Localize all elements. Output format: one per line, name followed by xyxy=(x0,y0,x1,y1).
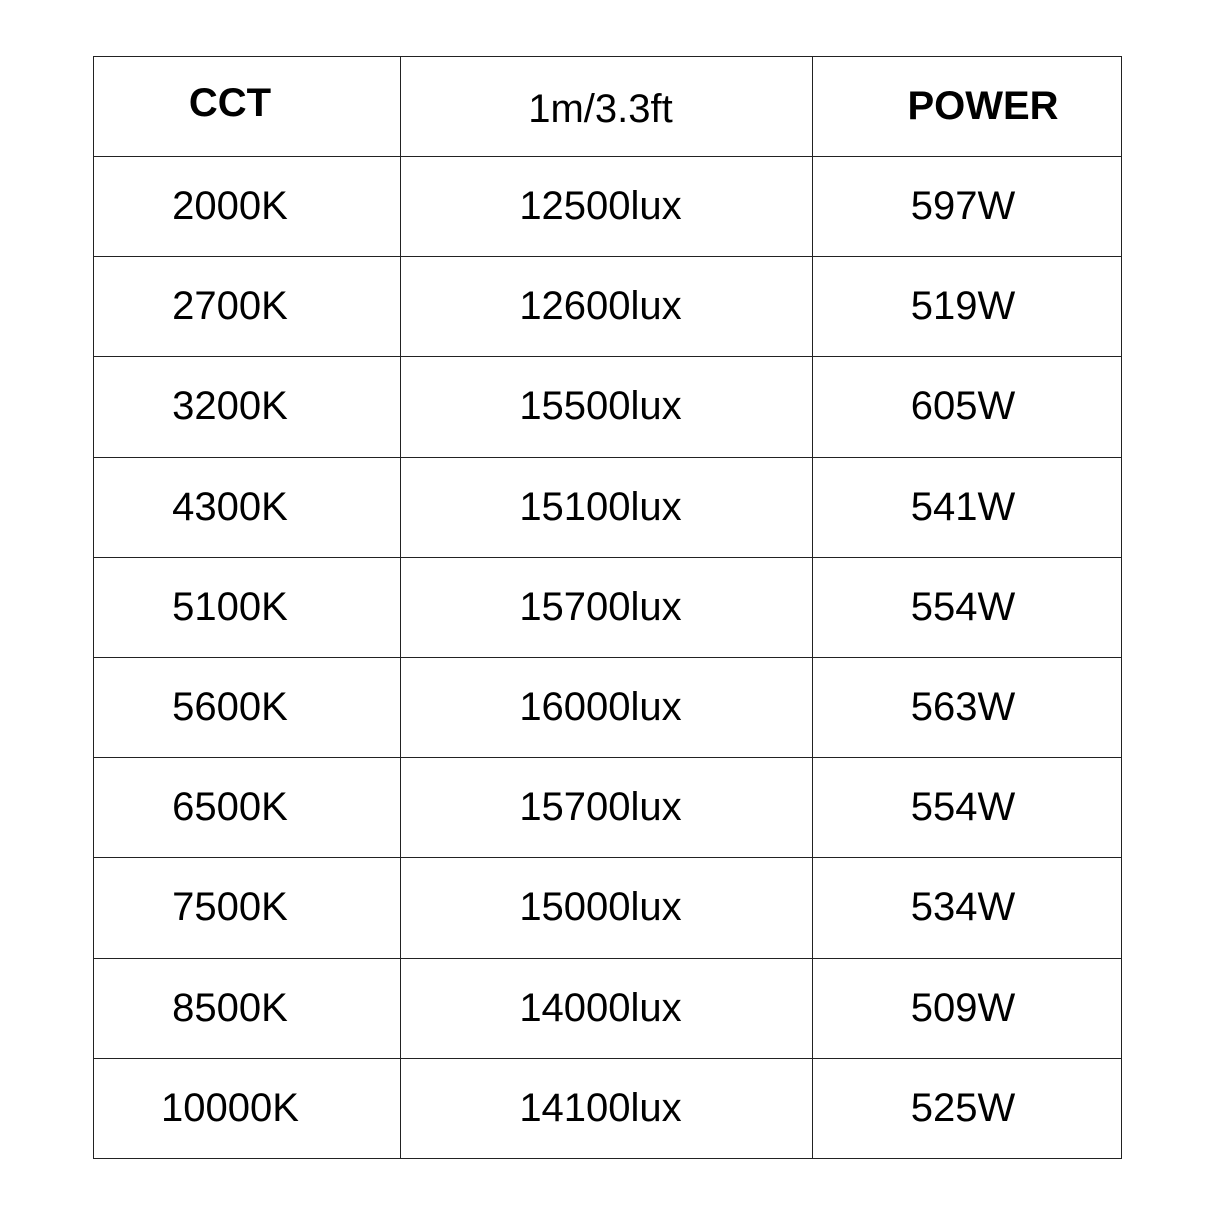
power-cell-value: 519W xyxy=(910,284,1016,329)
header-row xyxy=(94,57,1122,157)
power-cell-value: 563W xyxy=(910,685,1016,730)
power-cell xyxy=(813,657,1122,757)
header-distance xyxy=(401,57,813,157)
table-row xyxy=(94,557,1122,657)
lux-cell xyxy=(401,1058,813,1158)
cct-cell-value: 2000K xyxy=(172,184,288,229)
lux-cell-value: 15000lux xyxy=(519,885,682,930)
lux-cell xyxy=(401,557,813,657)
cct-cell-value: 3200K xyxy=(172,384,288,429)
spec-table xyxy=(93,56,1122,1159)
table-row xyxy=(94,1058,1122,1158)
cct-cell-value: 8500K xyxy=(172,985,288,1030)
table-row xyxy=(94,858,1122,958)
header-cct xyxy=(94,57,401,157)
lux-cell xyxy=(401,758,813,858)
power-cell-value: 605W xyxy=(910,384,1016,429)
power-cell-value: 541W xyxy=(910,484,1016,529)
table-row xyxy=(94,157,1122,257)
cct-cell xyxy=(94,1058,401,1158)
power-cell xyxy=(813,357,1122,457)
lux-cell-value: 15700lux xyxy=(519,584,682,629)
table-header xyxy=(94,57,1122,157)
lux-cell-value: 12500lux xyxy=(519,184,682,229)
lux-cell-value: 15500lux xyxy=(519,384,682,429)
power-cell-value: 554W xyxy=(910,584,1016,629)
power-cell xyxy=(813,257,1122,357)
cct-cell-value: 10000K xyxy=(161,1085,299,1130)
cct-cell xyxy=(94,758,401,858)
lux-cell-value: 12600lux xyxy=(519,284,682,329)
power-cell xyxy=(813,858,1122,958)
lux-cell-value: 15100lux xyxy=(519,484,682,529)
cct-cell xyxy=(94,357,401,457)
header-distance-label: 1m/3.3ft xyxy=(528,87,673,131)
power-cell xyxy=(813,157,1122,257)
lux-cell xyxy=(401,257,813,357)
table-row xyxy=(94,958,1122,1058)
lux-cell xyxy=(401,357,813,457)
power-cell-value: 525W xyxy=(910,1085,1016,1130)
cct-cell xyxy=(94,457,401,557)
lux-cell-value: 15700lux xyxy=(519,785,682,830)
power-cell-value: 554W xyxy=(910,785,1016,830)
power-cell xyxy=(813,1058,1122,1158)
power-cell xyxy=(813,557,1122,657)
table-row xyxy=(94,758,1122,858)
lux-cell xyxy=(401,858,813,958)
lux-cell-value: 14100lux xyxy=(519,1085,682,1130)
table-row xyxy=(94,257,1122,357)
cct-cell xyxy=(94,958,401,1058)
power-cell xyxy=(813,758,1122,858)
cct-cell-value: 5600K xyxy=(172,685,288,730)
lux-cell xyxy=(401,958,813,1058)
table-row xyxy=(94,457,1122,557)
cct-cell-value: 5100K xyxy=(172,584,288,629)
cct-cell xyxy=(94,157,401,257)
cct-cell xyxy=(94,557,401,657)
cct-cell xyxy=(94,257,401,357)
table-body xyxy=(94,157,1122,1159)
cct-cell-value: 6500K xyxy=(172,785,288,830)
power-cell-value: 597W xyxy=(910,184,1016,229)
table-row xyxy=(94,657,1122,757)
lux-cell-value: 16000lux xyxy=(519,685,682,730)
header-cct-label: CCT xyxy=(188,81,272,125)
lux-cell-value: 14000lux xyxy=(519,985,682,1030)
power-cell xyxy=(813,958,1122,1058)
power-cell-value: 534W xyxy=(910,885,1016,930)
lux-cell xyxy=(401,457,813,557)
table-row xyxy=(94,357,1122,457)
cct-cell xyxy=(94,858,401,958)
lux-cell xyxy=(401,157,813,257)
cct-cell-value: 4300K xyxy=(172,484,288,529)
power-cell xyxy=(813,457,1122,557)
power-cell-value: 509W xyxy=(910,985,1016,1030)
header-power xyxy=(813,57,1122,157)
lux-cell xyxy=(401,657,813,757)
cct-cell-value: 7500K xyxy=(172,885,288,930)
header-power-label: POWER xyxy=(907,84,1059,128)
cct-cell xyxy=(94,657,401,757)
cct-cell-value: 2700K xyxy=(172,284,288,329)
